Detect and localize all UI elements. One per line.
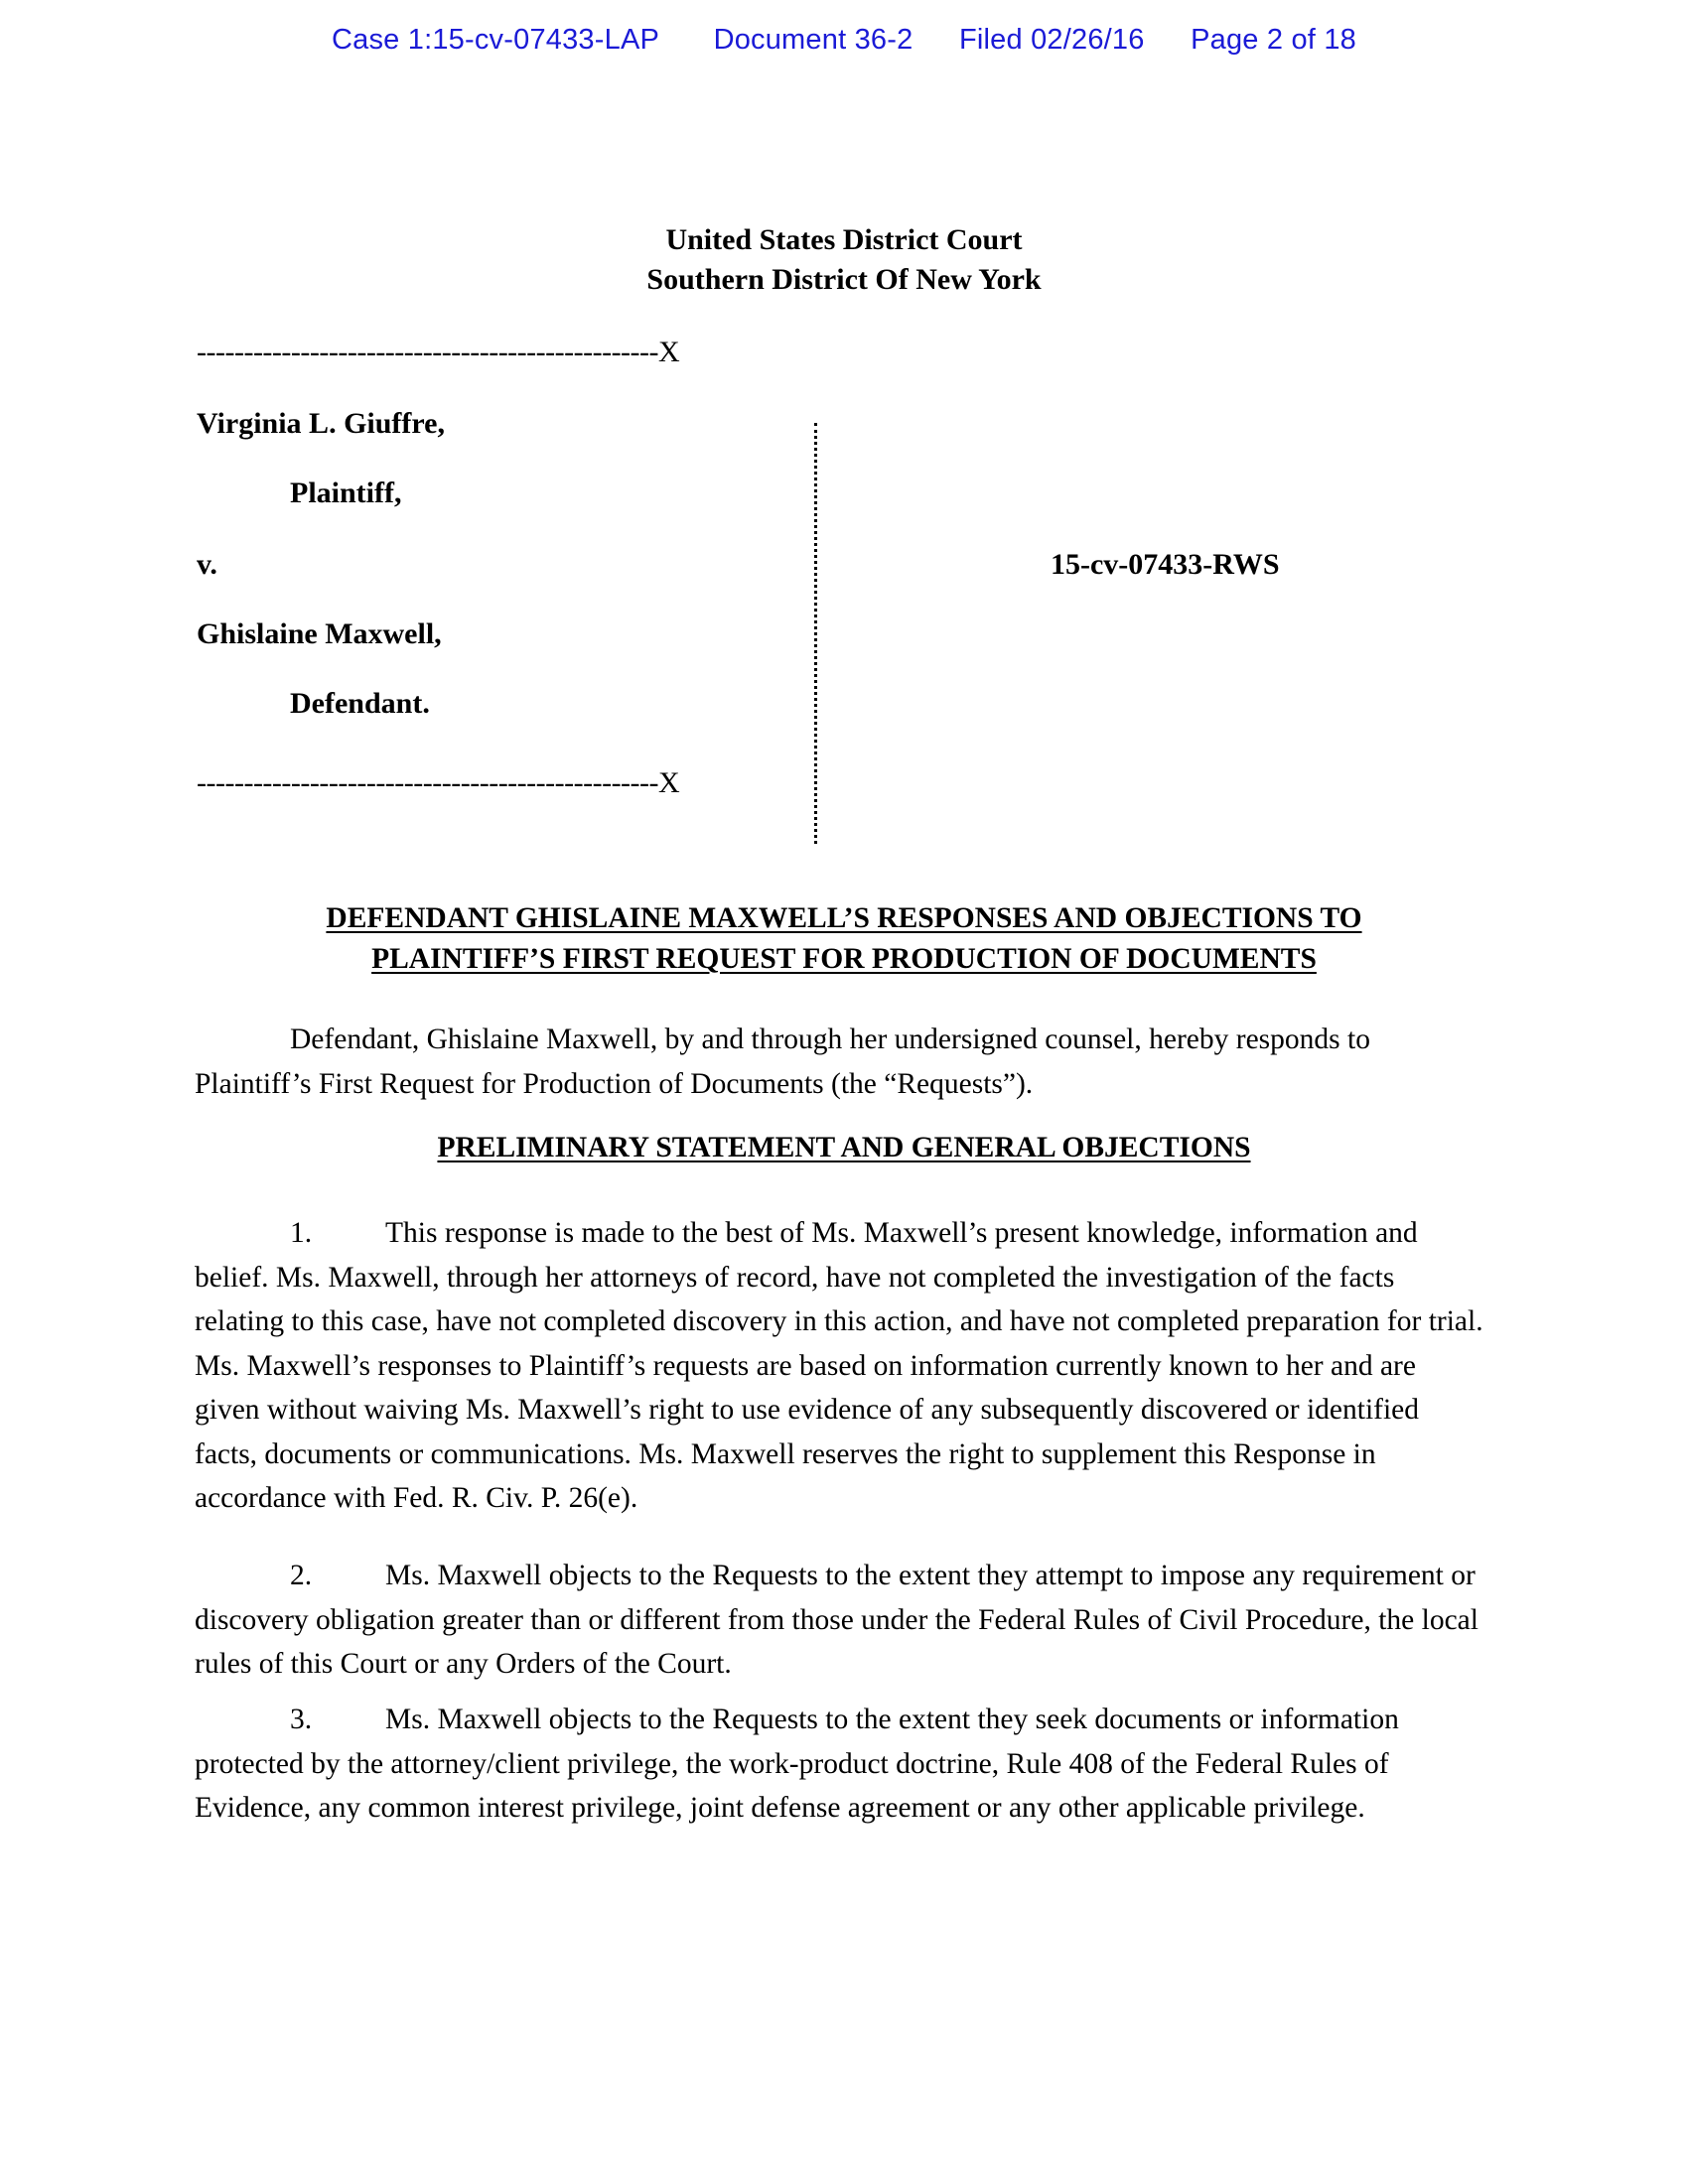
section-heading: [0, 1132, 1688, 1164]
numbered-paragraph-1: [195, 1211, 1485, 1521]
paragraph-text-2: Ms. Maxwell objects to the Requests to the extent they attempt to impose any requirement or discovery obligation greater than or different from those under the Federal Rules of Civil Procedure, the local rules of this Court or any Orders of the Court.: [195, 1560, 1478, 1680]
plaintiff-role: Plaintiff,: [290, 477, 402, 509]
docket-case-number: 15-cv-07433-RWS: [1051, 548, 1280, 581]
caption-bottom-rule: -------------------------------------------------X: [197, 766, 680, 799]
caption-body: [197, 369, 1507, 766]
paragraph-number-1: 1.: [290, 1217, 313, 1249]
document-title-line1-wrap: [0, 898, 1688, 939]
court-title: [0, 220, 1688, 300]
document-title-line1: DEFENDANT GHISLAINE MAXWELL’S RESPONSES AND OBJECTIONS TO: [326, 902, 1362, 934]
ecf-filed-date: Filed 02/26/16: [958, 24, 1145, 56]
case-caption: [197, 336, 1507, 800]
versus-label: v.: [197, 548, 217, 581]
paragraph-text-3: Ms. Maxwell objects to the Requests to the extent they seek documents or information protected by the attorney/client privilege, the work-product doctrine, Rule 408 of the Federal Rules of Evidence, any common interest privilege, joint defense agreement or any other applicable privilege.: [195, 1704, 1399, 1824]
ecf-document-number: Document 36-2: [713, 24, 914, 56]
document-title-line2: PLAINTIFF’S FIRST REQUEST FOR PRODUCTION OF DOCUMENTS: [371, 943, 1317, 975]
court-name-line1: United States District Court: [665, 223, 1023, 256]
paragraph-number-2: 2.: [290, 1560, 313, 1591]
intro-paragraph: Defendant, Ghislaine Maxwell, by and through her undersigned counsel, hereby responds to Plaintiff’s First Request for Production of Documents (the “Requests”).: [195, 1024, 1370, 1100]
defendant-role: Defendant.: [290, 687, 430, 720]
paragraph-number-3: 3.: [290, 1704, 313, 1735]
numbered-paragraph-3: [195, 1698, 1485, 1831]
document-title: [0, 898, 1688, 980]
numbered-paragraph-2: [195, 1554, 1485, 1687]
caption-top-rule: -------------------------------------------------X: [197, 336, 680, 368]
ecf-page-number: Page 2 of 18: [1191, 24, 1356, 56]
plaintiff-name: Virginia L. Giuffre,: [197, 407, 445, 440]
caption-dotted-divider: [814, 423, 817, 844]
document-title-line2-wrap: [0, 939, 1688, 980]
ecf-header-stamp: [0, 24, 1688, 57]
court-name-line2: Southern District Of New York: [646, 263, 1042, 296]
defendant-name: Ghislaine Maxwell,: [197, 617, 442, 650]
ecf-case-number: Case 1:15-cv-07433-LAP: [332, 24, 660, 56]
paragraph-text-1: This response is made to the best of Ms. Maxwell’s present knowledge, information and belief. Ms. Maxwell, through her attorneys of record, have not completed the investigation of the facts relating to this case, have not completed discovery in this action, and have not completed preparation for trial. Ms. Maxwell’s responses to Plaintiff’s requests are based on information currently known to her and are given without waiving Ms. Maxwell’s right to use evidence of any subsequently discovered or identified facts, documents or communications. Ms. Maxwell reserves the right to supplement this Response in accordance with Fed. R. Civ. P. 26(e).: [195, 1217, 1483, 1514]
section-heading-text: PRELIMINARY STATEMENT AND GENERAL OBJECTIONS: [437, 1132, 1251, 1163]
